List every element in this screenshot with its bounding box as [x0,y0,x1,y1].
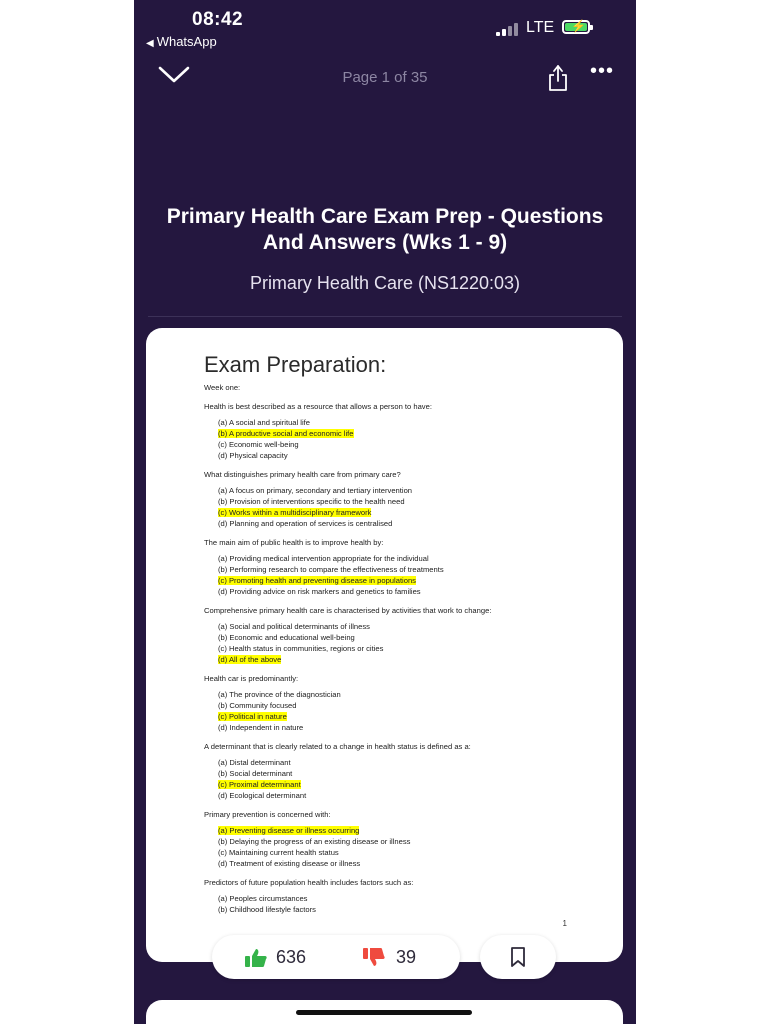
answer-option [204,586,584,597]
phone-screen [134,0,636,1024]
answer-text: (d) Physical capacity [218,451,288,460]
highlighted-answer: (a) Preventing disease or illness occurring [218,826,360,835]
question-text: A determinant that is clearly related to a change in health status is defined as a: [204,742,471,751]
share-icon[interactable] [547,62,569,92]
back-app-label: WhatsApp [156,34,217,49]
highlighted-answer: (c) Proximal determinant [218,780,301,789]
answer-text: (b) Community focused [218,701,297,710]
week-label: Week one: [204,383,241,392]
answer-options [204,825,584,869]
back-arrow-icon: ◀ [146,38,154,49]
signal-icon [496,22,520,36]
document-title-line2: And Answers (Wks 1 - 9) [262,231,508,254]
answer-options [204,485,584,529]
answer-option [204,632,584,643]
answer-text: (c) Economic well-being [218,440,299,449]
answer-option [204,722,584,733]
question-text: The main aim of public health is to improve health by: [204,538,384,547]
highlighted-answer: (b) A productive social and economic life [218,429,354,438]
answer-option [204,825,584,836]
answer-option [204,904,584,915]
answer-text: (b) Economic and educational well-being [218,633,355,642]
answer-text: (a) Distal determinant [218,758,291,767]
status-bar [134,0,636,56]
home-indicator[interactable] [296,1010,472,1015]
document-page[interactable] [146,328,623,962]
answer-text: (b) Childhood lifestyle factors [218,905,316,914]
answer-text: (b) Provision of interventions specific to the health need [218,497,405,506]
answer-options [204,553,584,597]
answer-text: (a) A social and spiritual life [218,418,311,427]
answer-option [204,757,584,768]
question-text: Health car is predominantly: [204,674,299,683]
viewer-toolbar [134,56,636,102]
answer-text: (d) Ecological determinant [218,791,307,800]
answer-option [204,439,584,450]
dislike-count: 39 [396,947,417,967]
answer-text: (b) Performing research to compare the effectiveness of treatments [218,565,444,574]
answer-option [204,654,584,665]
answer-option [204,575,584,586]
question-text: Health is best described as a resource that allows a person to have: [204,402,432,411]
answer-options [204,621,584,665]
answer-option [204,847,584,858]
answer-options [204,417,584,461]
answer-option [204,428,584,439]
highlighted-answer: (c) Political in nature [218,712,287,721]
back-to-app-link[interactable] [146,34,217,49]
answer-option [204,700,584,711]
more-icon[interactable]: ••• [589,60,614,82]
page-content [204,352,584,915]
document-title [154,204,616,256]
question-list [204,401,584,915]
question-text: Predictors of future population health includes factors such as: [204,878,414,887]
divider [148,316,622,317]
thumbs-down-icon[interactable] [362,947,386,967]
answer-text: (d) Planning and operation of services is centralised [218,519,393,528]
answer-options [204,689,584,733]
answer-text: (a) Social and political determinants of illness [218,622,370,631]
answer-option [204,417,584,428]
question-text: Primary prevention is concerned with: [204,810,331,819]
bookmark-icon [510,947,526,967]
answer-option [204,553,584,564]
answer-text: (b) Social determinant [218,769,293,778]
answer-option [204,621,584,632]
answer-option [204,689,584,700]
answer-options [204,893,584,915]
document-title-line1: Primary Health Care Exam Prep - Questions [166,205,604,228]
page-heading: Exam Preparation: [204,352,387,377]
answer-text: (a) The province of the diagnostician [218,690,341,699]
save-button[interactable] [480,935,556,979]
answer-option [204,450,584,461]
answer-text: (d) Treatment of existing disease or illness [218,859,361,868]
answer-option [204,485,584,496]
answer-text: (b) Delaying the progress of an existing disease or illness [218,837,411,846]
answer-text: (d) Providing advice on risk markers and genetics to families [218,587,421,596]
action-bar [212,935,562,981]
highlighted-answer: (c) Works within a multidisciplinary framework [218,508,372,517]
answer-option [204,893,584,904]
answer-option [204,564,584,575]
answer-option [204,768,584,779]
highlighted-answer: (d) All of the above [218,655,282,664]
thumbs-up-icon[interactable] [244,948,268,968]
answer-text: (d) Independent in nature [218,723,304,732]
answer-option [204,518,584,529]
answer-option [204,779,584,790]
answer-option [204,790,584,801]
answer-text: (c) Health status in communities, regions or cities [218,644,384,653]
answer-options [204,757,584,801]
highlighted-answer: (c) Promoting health and preventing disease in populations [218,576,416,585]
status-time: 08:42 [192,9,244,30]
page-number: 1 [562,919,567,928]
question-text: What distinguishes primary health care from primary care? [204,470,401,479]
page-indicator: Page 1 of 35 [342,69,428,86]
answer-text: (a) Peoples circumstances [218,894,308,903]
answer-option [204,507,584,518]
answer-option [204,858,584,869]
answer-option [204,643,584,654]
answer-text: (c) Maintaining current health status [218,848,339,857]
answer-text: (a) Providing medical intervention appropriate for the individual [218,554,429,563]
answer-option [204,711,584,722]
answer-text: (a) A focus on primary, secondary and tertiary intervention [218,486,413,495]
vote-pill [212,935,460,979]
answer-option [204,496,584,507]
network-label: LTE [526,19,555,36]
question-text: Comprehensive primary health care is characterised by activities that work to change: [204,606,492,615]
like-count: 636 [276,947,307,967]
course-name: Primary Health Care (NS1220:03) [249,273,521,293]
battery-icon: ⚡ [562,20,590,34]
answer-option [204,836,584,847]
